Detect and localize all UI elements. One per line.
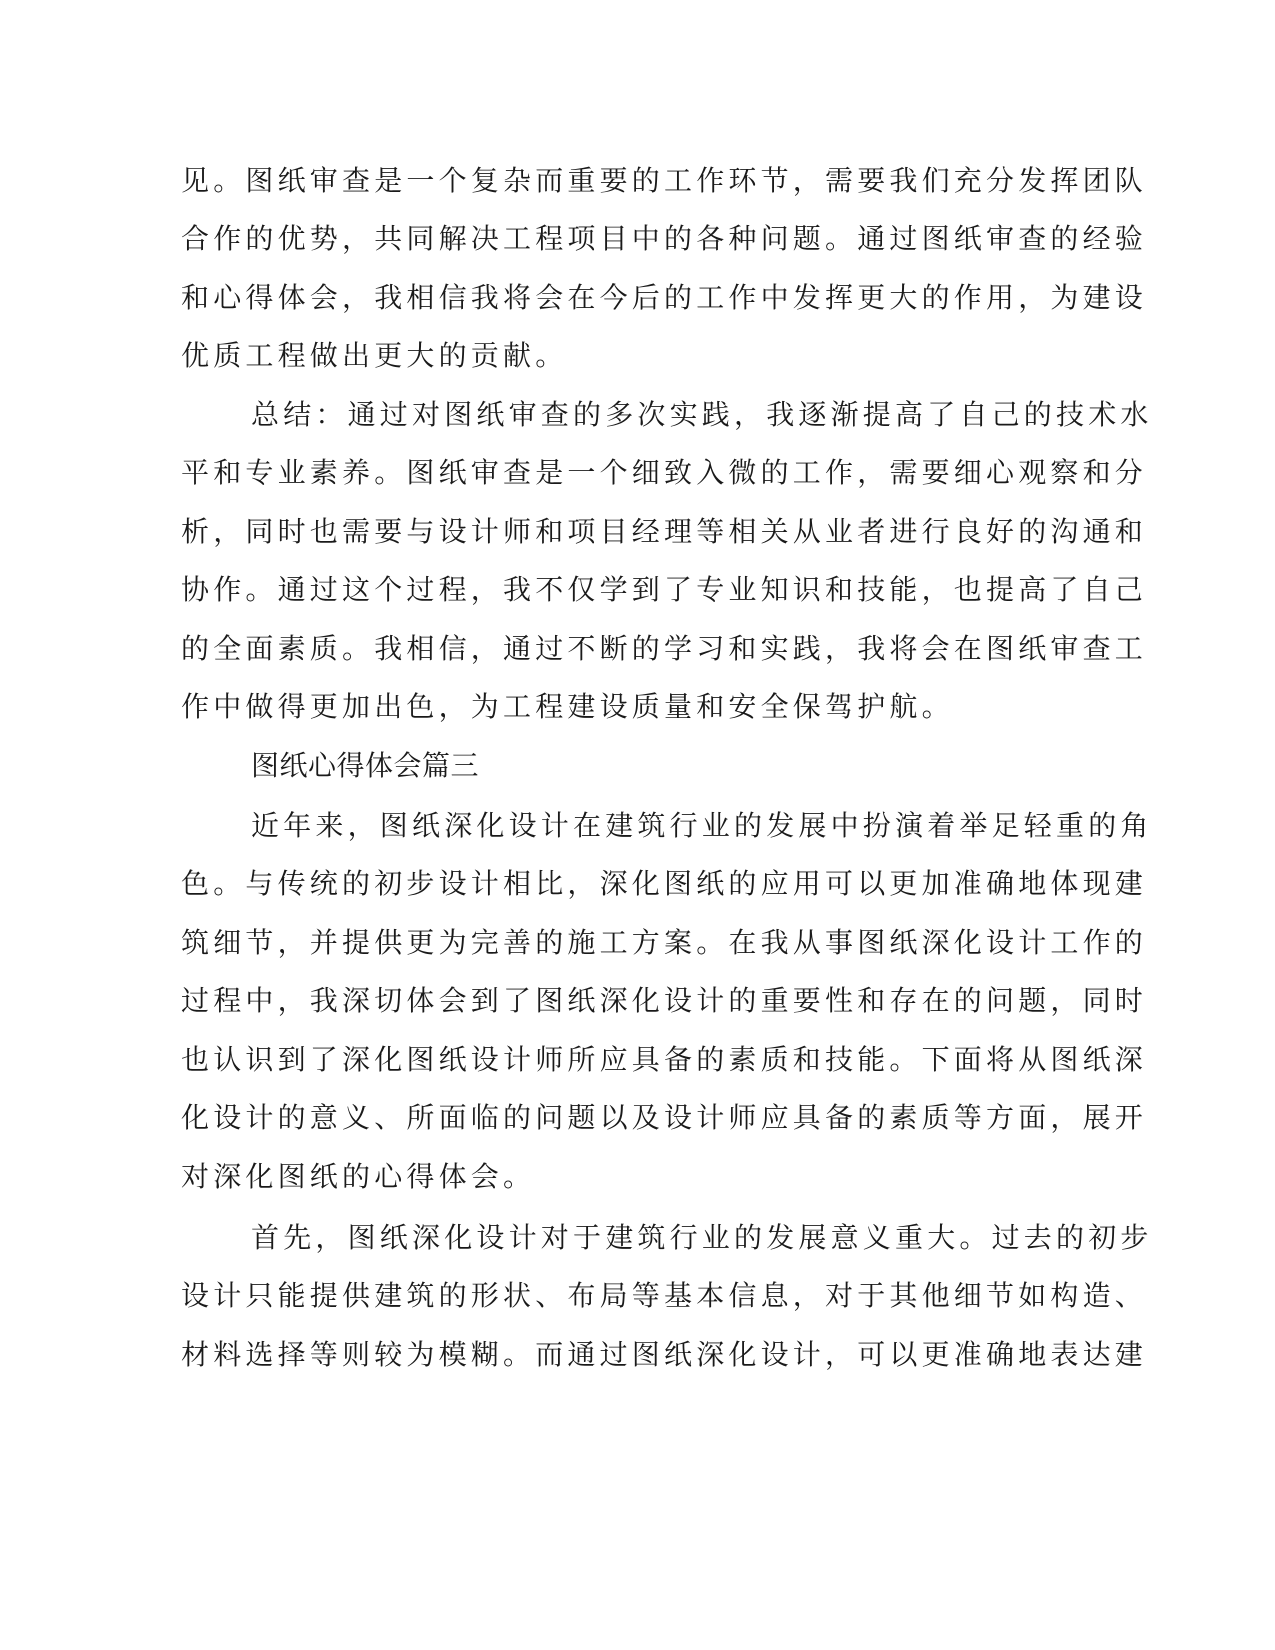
text-line: 首先，图纸深化设计对于建筑行业的发展意义重大。过去的初步 bbox=[251, 1221, 1153, 1254]
text-line: 材料选择等则较为模糊。而通过图纸深化设计，可以更准确地表达建 bbox=[181, 1338, 1148, 1371]
text-line: 合作的优势，共同解决工程项目中的各种问题。通过图纸审查的经验 bbox=[181, 222, 1148, 255]
text-line: 总结：通过对图纸审查的多次实践，我逐渐提高了自己的技术水 bbox=[251, 398, 1153, 431]
text-line: 析，同时也需要与设计师和项目经理等相关从业者进行良好的沟通和 bbox=[181, 515, 1148, 548]
section-heading: 图纸心得体会篇三 bbox=[251, 749, 480, 782]
text-line: 筑细节，并提供更为完善的施工方案。在我从事图纸深化设计工作的 bbox=[181, 926, 1148, 959]
text-line: 协作。通过这个过程，我不仅学到了专业知识和技能，也提高了自己 bbox=[181, 573, 1148, 606]
text-line: 化设计的意义、所面临的问题以及设计师应具备的素质等方面，展开 bbox=[181, 1101, 1148, 1134]
text-line: 过程中，我深切体会到了图纸深化设计的重要性和存在的问题，同时 bbox=[181, 984, 1148, 1017]
text-line: 的全面素质。我相信，通过不断的学习和实践，我将会在图纸审查工 bbox=[181, 632, 1148, 665]
text-line: 平和专业素养。图纸审查是一个细致入微的工作，需要细心观察和分 bbox=[181, 456, 1148, 489]
text-line: 和心得体会，我相信我将会在今后的工作中发挥更大的作用，为建设 bbox=[181, 281, 1148, 314]
text-line: 设计只能提供建筑的形状、布局等基本信息，对于其他细节如构造、 bbox=[181, 1279, 1148, 1312]
text-line: 优质工程做出更大的贡献。 bbox=[181, 339, 568, 372]
text-line: 色。与传统的初步设计相比，深化图纸的应用可以更加准确地体现建 bbox=[181, 867, 1148, 900]
text-line: 见。图纸审查是一个复杂而重要的工作环节，需要我们充分发挥团队 bbox=[181, 164, 1148, 197]
text-line: 作中做得更加出色，为工程建设质量和安全保驾护航。 bbox=[181, 690, 954, 723]
text-line: 近年来，图纸深化设计在建筑行业的发展中扮演着举足轻重的角 bbox=[251, 809, 1153, 842]
text-line: 对深化图纸的心得体会。 bbox=[181, 1160, 536, 1193]
text-line: 也认识到了深化图纸设计师所应具备的素质和技能。下面将从图纸深 bbox=[181, 1043, 1148, 1076]
